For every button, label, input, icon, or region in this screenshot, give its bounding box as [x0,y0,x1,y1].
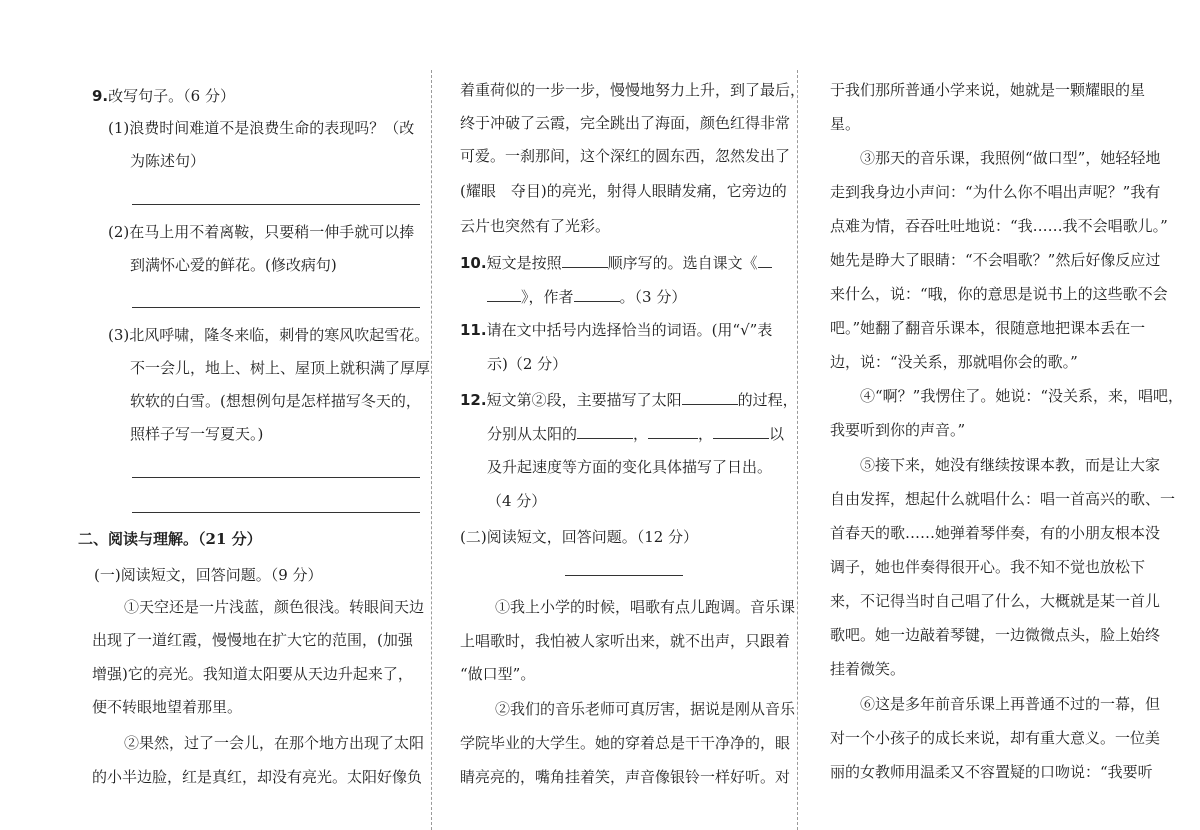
passage-2-para-5-line-7: 挂着微笑。 [830,660,906,678]
passage-1-cont-line-e: 云片也突然有了光彩。 [460,217,611,235]
passage-2-para-3-line-7: 边，说：“没关系，那就唱你会的歌。” [830,353,1078,371]
question-text: 顺序写的。选自课文《 [607,254,758,272]
question-text: 短文是按照 [486,254,562,272]
q9-1-line-b: 为陈述句） [130,152,206,170]
passage-1-cont-line-b: 终于冲破了云霞，完全跳出了海面，颜色红得非常 [460,114,791,132]
question-number: 11. [460,321,487,339]
passage-2-para-2-line-b: 学院毕业的大学生。她的穿着总是干干净净的，眼 [460,734,791,752]
passage-2-para-5-line-6: 歌吧。她一边敲着琴键，一边微微点头，脸上始终 [830,626,1161,644]
passage-2-para-5-line-4: 调子，她也伴奏得很开心。我不知不觉也放松下 [830,558,1146,576]
passage-2-para-5-line-3: 首春天的歌……她弹着琴伴奏，有的小朋友根本没 [830,524,1161,542]
question-number: 9. [92,87,109,105]
passage-2-para-2-line-a: ②我们的音乐老师可真厉害，据说是刚从音乐 [495,700,796,718]
blank-aspect-2[interactable] [648,423,698,439]
passage-1-para-2-line-b: 的小半边脸，红是真红，却没有亮光。太阳好像负 [92,768,423,786]
question-10-line-b [487,286,686,307]
q9-3-line-c: 软软的白雪。(想想例句是怎样描写冬天的， [130,392,421,410]
q9-3-line-a: (3)北风呼啸，隆冬来临，刺骨的寒风吹起雪花。 [108,326,430,344]
passage-2-para-1-line-c: “做口型”。 [460,665,536,683]
question-text: ， [633,425,649,443]
question-text: 以 [769,425,785,443]
passage-1-cont-line-d: (耀眼 夺目)的亮光，射得人眼睛发痛，它旁边的 [460,182,787,200]
question-11-line-b: 示)（2 分） [487,355,568,373]
subsection-2-heading: (二)阅读短文，回答问题。（12 分） [460,528,699,546]
question-number: 12. [460,391,487,409]
question-text: 。（3 分） [619,288,687,306]
passage-2-para-6-line-2: 对一个小孩子的成长来说，却有重大意义。一位美 [830,729,1161,747]
question-text: 改写句子。（6 分） [108,87,235,105]
passage-2-para-3-line-2: 走到我身边小声问：“为什么你不唱出声呢？”我有 [830,183,1161,201]
passage-1-para-1-line-b: 出现了一道红霞，慢慢地在扩大它的范围，(加强 [92,631,413,649]
question-9-heading [92,86,235,106]
q9-3-line-d: 照样子写一写夏天。) [130,425,264,443]
passage-2-para-6-line-1: ⑥这是多年前音乐课上再普通不过的一幕，但 [860,695,1161,713]
q9-1-line-a: (1)浪费时间难道不是浪费生命的表现吗？（改 [108,119,415,137]
passage-2-para-3-line-6: 吧。”她翻了翻音乐课本，很随意地把课本丢在一 [830,319,1146,337]
blank-process[interactable] [682,389,738,405]
blank-title-end[interactable] [487,286,521,302]
passage-2-para-1-line-b: 上唱歌时，我怕被人家听出来，就不出声，只跟着 [460,632,791,650]
section-2-heading: 二、阅读与理解。（21 分） [78,530,262,548]
q9-2-line-b: 到满怀心爱的鲜花。(修改病句) [130,256,337,274]
passage-2-cont-line-a2: 星。 [830,115,861,133]
passage-1-para-1-line-d: 便不转眼地望着那里。 [92,698,243,716]
blank-aspect-1[interactable] [577,423,633,439]
question-text: 的过程， [737,391,798,409]
passage-2-para-5-line-2: 自由发挥，想起什么就唱什么：唱一首高兴的歌、一 [830,490,1176,508]
passage-1-para-1-line-c: 增强)它的亮光。我知道太阳要从天边升起来了， [92,665,413,683]
passage-2-para-4-line-2: 我要听到你的声音。” [830,421,966,439]
question-text: 》，作者 [521,288,574,306]
passage-2-para-2-line-c: 睛亮亮的，嘴角挂着笑，声音像银铃一样好听。对 [460,768,791,786]
column-left [78,0,431,824]
question-number: 10. [460,254,487,272]
answer-line-q9-1[interactable] [132,204,420,205]
passage-2-para-4-line-1: ④“啊？”我愣住了。她说：“没关系，来，唱吧， [860,387,1184,405]
question-text: 请在文中括号内选择恰当的词语。(用“√”表 [486,321,773,339]
passage-2-para-3-line-5: 来什么，说：“哦，你的意思是说书上的这些歌不会 [830,285,1168,303]
answer-line-q9-2[interactable] [132,307,420,308]
passage-1-cont-line-a: 着重荷似的一步一步，慢慢地努力上升，到了最后， [460,81,806,99]
q9-2-line-a: (2)在马上用不着离鞍，只要稍一伸手就可以捧 [108,223,415,241]
blank-aspect-3[interactable] [713,423,769,439]
question-text: 分别从太阳的 [487,425,578,443]
blank-author[interactable] [574,286,620,302]
answer-line-q9-3-b[interactable] [132,512,420,513]
q9-3-line-b: 不一会儿，地上、树上、屋顶上就积满了厚厚 [130,359,431,377]
passage-1-para-2-line-a: ②果然，过了一会儿，在那个地方出现了太阳 [124,734,425,752]
subsection-1-heading: (一)阅读短文，回答问题。（9 分） [94,566,323,584]
passage-2-cont-line-a1: 于我们那所普通小学来说，她就是一颗耀眼的星 [830,81,1146,99]
passage-2-para-5-line-5: 来，不记得当时自己唱了什么，大概就是某一首儿 [830,592,1161,610]
question-12-line-b [487,423,784,444]
passage-2-para-6-line-3: 丽的女教师用温柔又不容置疑的口吻说：“我要听 [830,763,1153,781]
passage-1-cont-line-c: 可爱。一刹那间，这个深红的圆东西，忽然发出了 [460,147,791,165]
question-12-line-d: （4 分） [487,492,547,510]
answer-line-q9-3-a[interactable] [132,477,420,478]
question-10-line-a [460,252,772,273]
passage-2-para-1-line-a: ①我上小学的时候，唱歌有点儿跑调。音乐课 [495,598,796,616]
blank-order[interactable] [562,252,608,268]
question-text: ， [698,425,714,443]
question-12-line-c: 及升起速度等方面的变化具体描写了日出。 [487,458,773,476]
passage-2-para-3-line-1: ③那天的音乐课，我照例“做口型”，她轻轻地 [860,149,1161,167]
passage-2-para-3-line-4: 她先是睁大了眼睛：“不会唱歌？”然后好像反应过 [830,251,1161,269]
passage-title-blank-line[interactable] [565,575,683,576]
column-middle [457,0,806,824]
passage-2-para-3-line-3: 点难为情，吞吞吐吐地说：“我……我不会唱歌儿。” [830,217,1168,235]
column-right [804,0,1184,824]
question-11-line-a [460,320,772,340]
question-text: 短文第②段，主要描写了太阳 [486,391,682,409]
passage-2-para-5-line-1: ⑤接下来，她没有继续按课本教，而是让大家 [860,456,1161,474]
question-12-line-a [460,389,798,410]
column-divider-right [797,70,798,830]
passage-1-para-1-line-a: ①天空还是一片浅蓝，颜色很浅。转眼间天边 [124,598,425,616]
column-divider-left [431,70,432,830]
blank-title-start[interactable] [758,252,772,268]
